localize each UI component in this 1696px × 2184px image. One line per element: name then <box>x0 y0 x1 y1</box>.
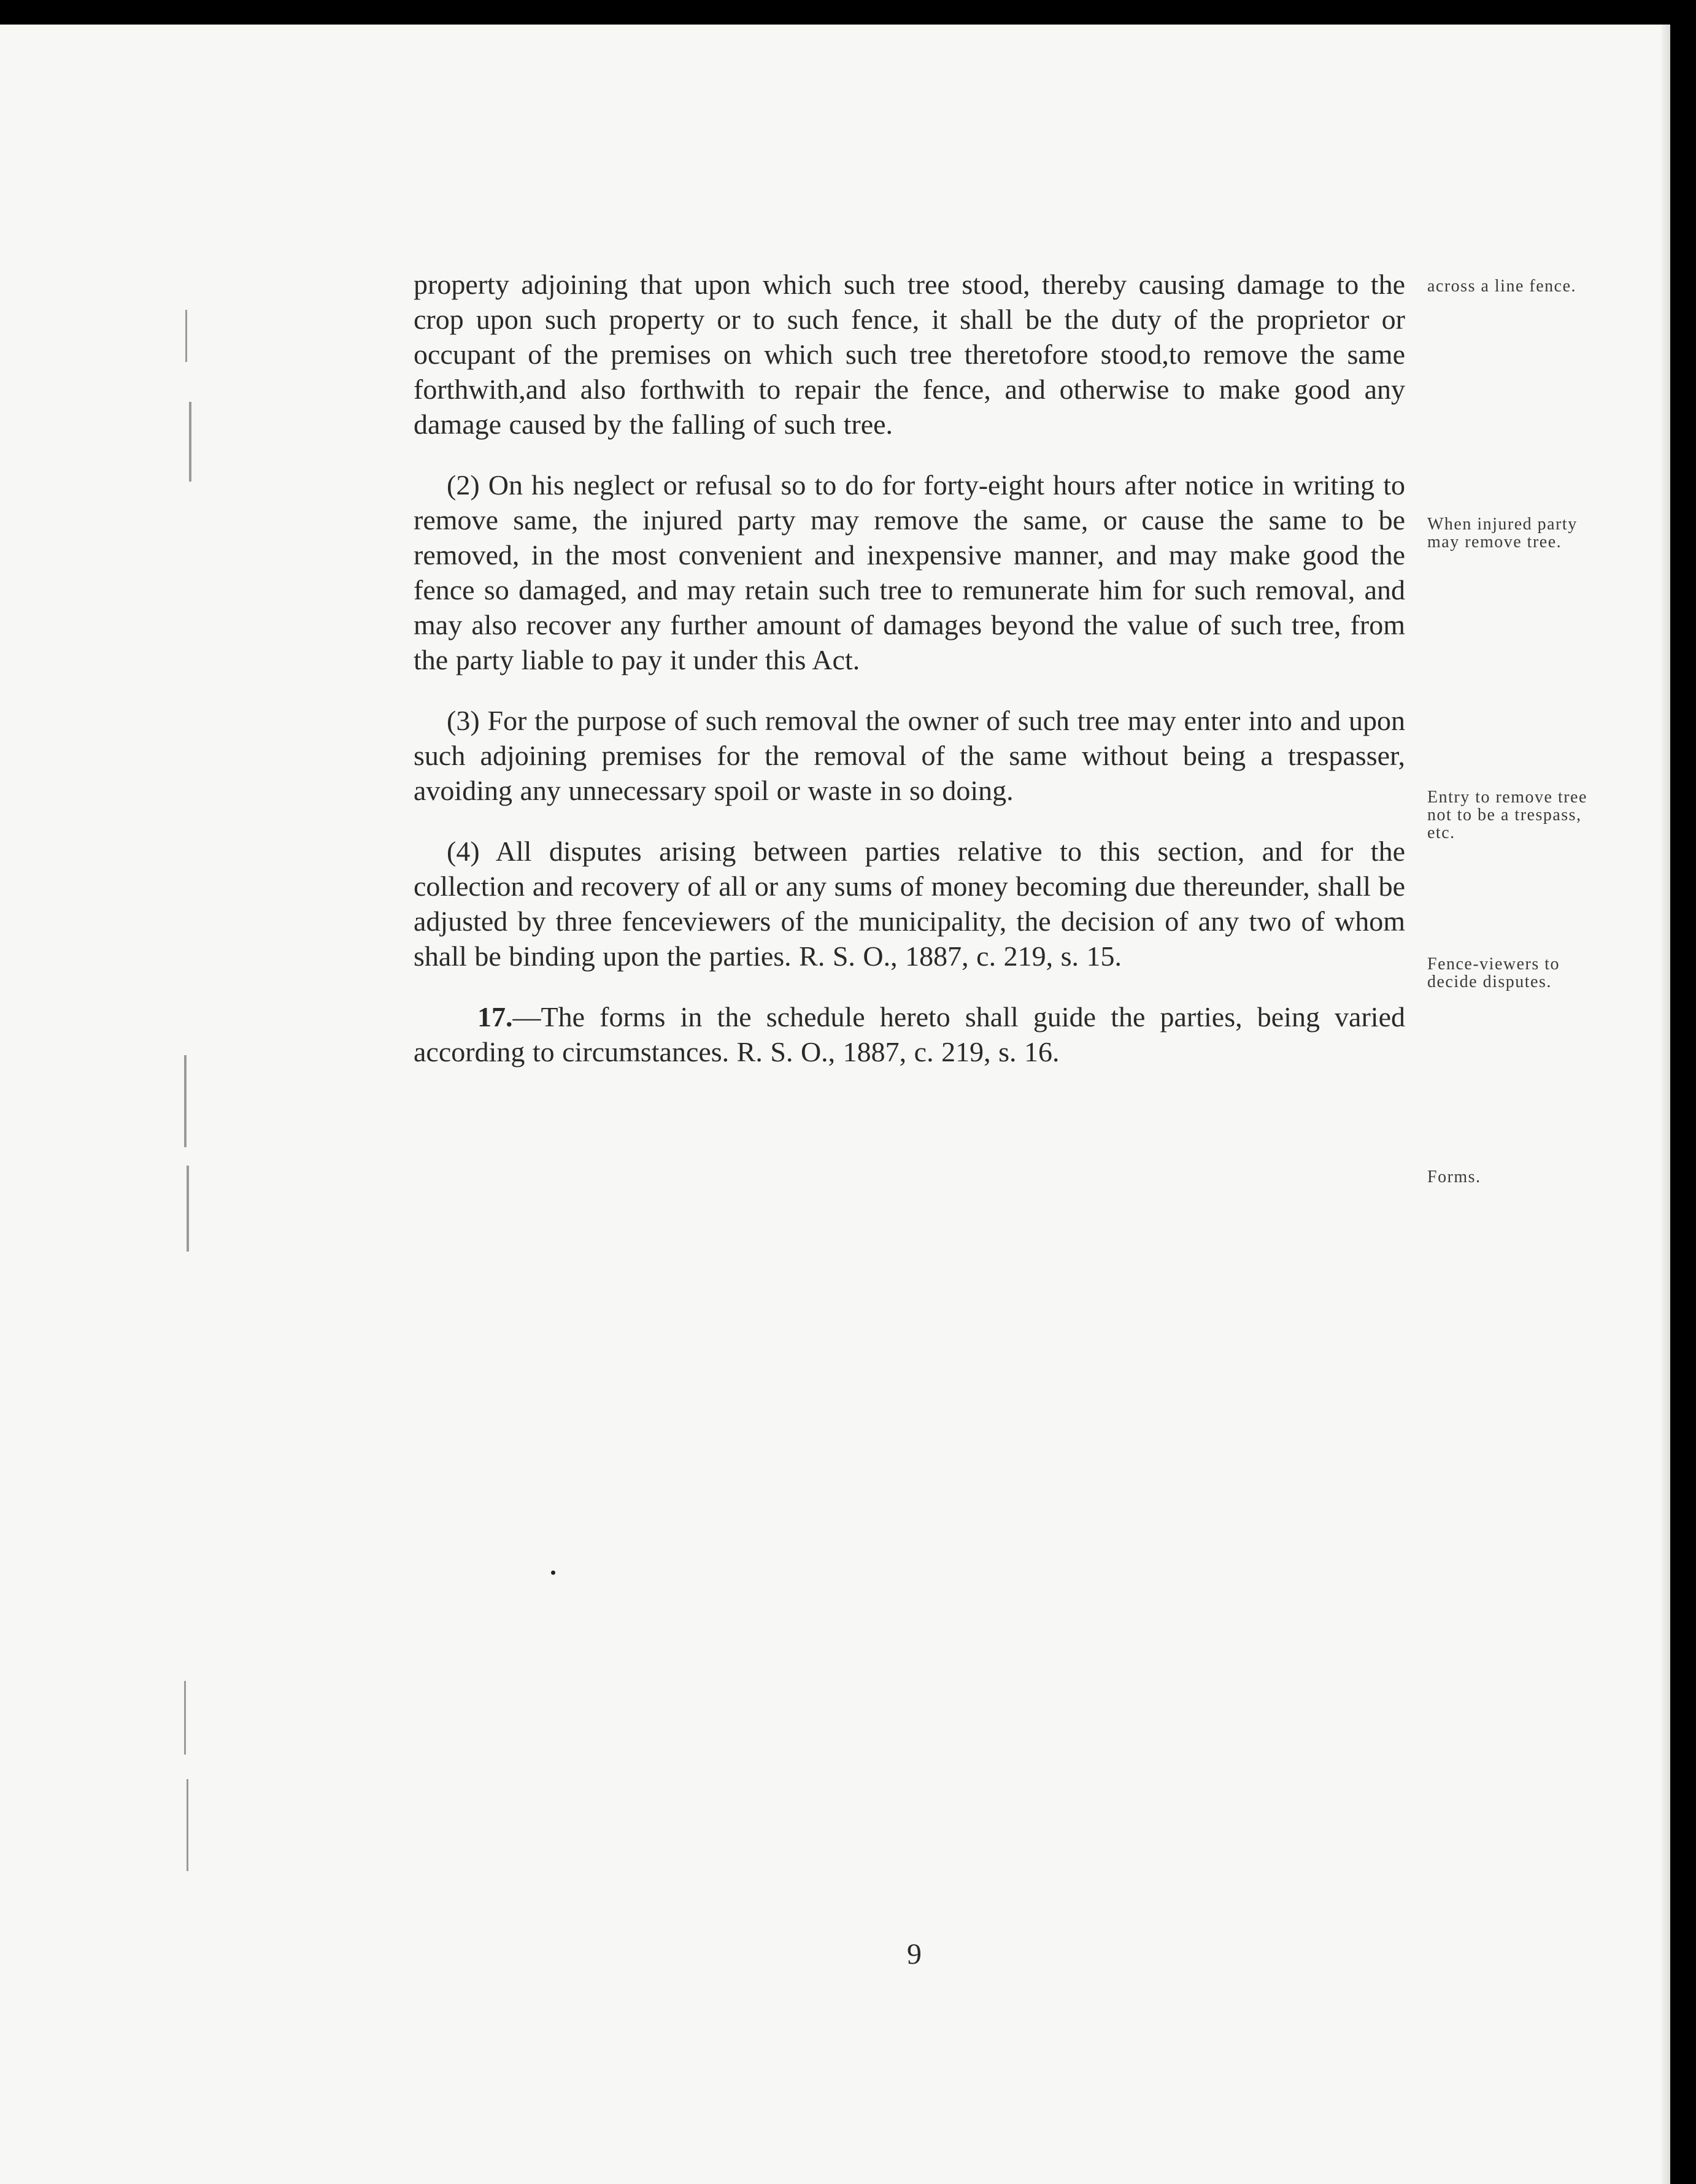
binding-mark <box>185 310 187 362</box>
paragraph-subsection-3: (3) For the purpose of such removal the owner of such tree may enter into and upon such adjoining premises for the removal of the same without being a trespasser, avoiding any unnecessary spoil or waste in so doing. <box>414 705 1405 806</box>
ink-speck <box>551 1571 555 1575</box>
sidenote-forms: Forms. <box>1427 1167 1481 1186</box>
sidenote-across-fence: across a line fence. <box>1427 277 1576 296</box>
sidenote-entry-to-remove: Entry to remove tree not to be a trespass, etc. <box>1427 788 1587 842</box>
binding-mark <box>184 1681 186 1755</box>
binding-mark <box>189 402 191 482</box>
page-number: 9 <box>907 1938 922 1971</box>
paragraph-subsection-2: (2) On his neglect or refusal so to do for forty-eight hours after notice in writing to remove same, the injured party may remove the same, or cause the same to be removed, in the most convenient and inexpensive manner, and may make good the fence so damaged, and may retain such tree to remunerate him for such removal, and may also recover any further amount of damages beyond the value of such tree, from the party liable to pay it under this Act. <box>414 469 1405 675</box>
document-page <box>0 25 1670 2184</box>
body-text <box>414 267 1405 1069</box>
binding-mark <box>187 1166 189 1252</box>
scan-border <box>1670 2135 1696 2184</box>
section-17-text: —The forms in the schedule hereto shall guide the parties, being varied according to circumstances. R. S. O., 1887, c. 219, s. 16. <box>414 1001 1405 1067</box>
binding-mark <box>184 1055 187 1147</box>
binding-mark <box>187 1779 188 1871</box>
page-edge-shadow <box>1662 25 1670 2184</box>
sidenote-fence-viewers: Fence-viewers to decide disputes. <box>1427 955 1560 991</box>
paragraph-subsection-4: (4) All disputes arising between parties relative to this section, and for the collection and recovery of all or any sums of money becoming due thereunder, shall be adjusted by three fenceviewers of the municipality, the decision of any two of whom shall be binding upon the parties. R. S. O., 1887, c. 219, s. 15. <box>414 836 1405 972</box>
section-number: 17. <box>477 1001 513 1032</box>
sidenote-injured-party: When injured party may remove tree. <box>1427 515 1578 552</box>
paragraph-tree-across-fence: property adjoining that upon which such tree stood, thereby causing damage to the crop upon such property or to such fence, it shall be the duty of the proprietor or occupant of the premises on which such tree theretofore stood,to remove the same forthwith,and also forthwith to repair the fence, and otherwise to make good any damage caused by the falling of such tree. <box>414 269 1405 440</box>
paragraph-section-17 <box>414 999 1405 1069</box>
